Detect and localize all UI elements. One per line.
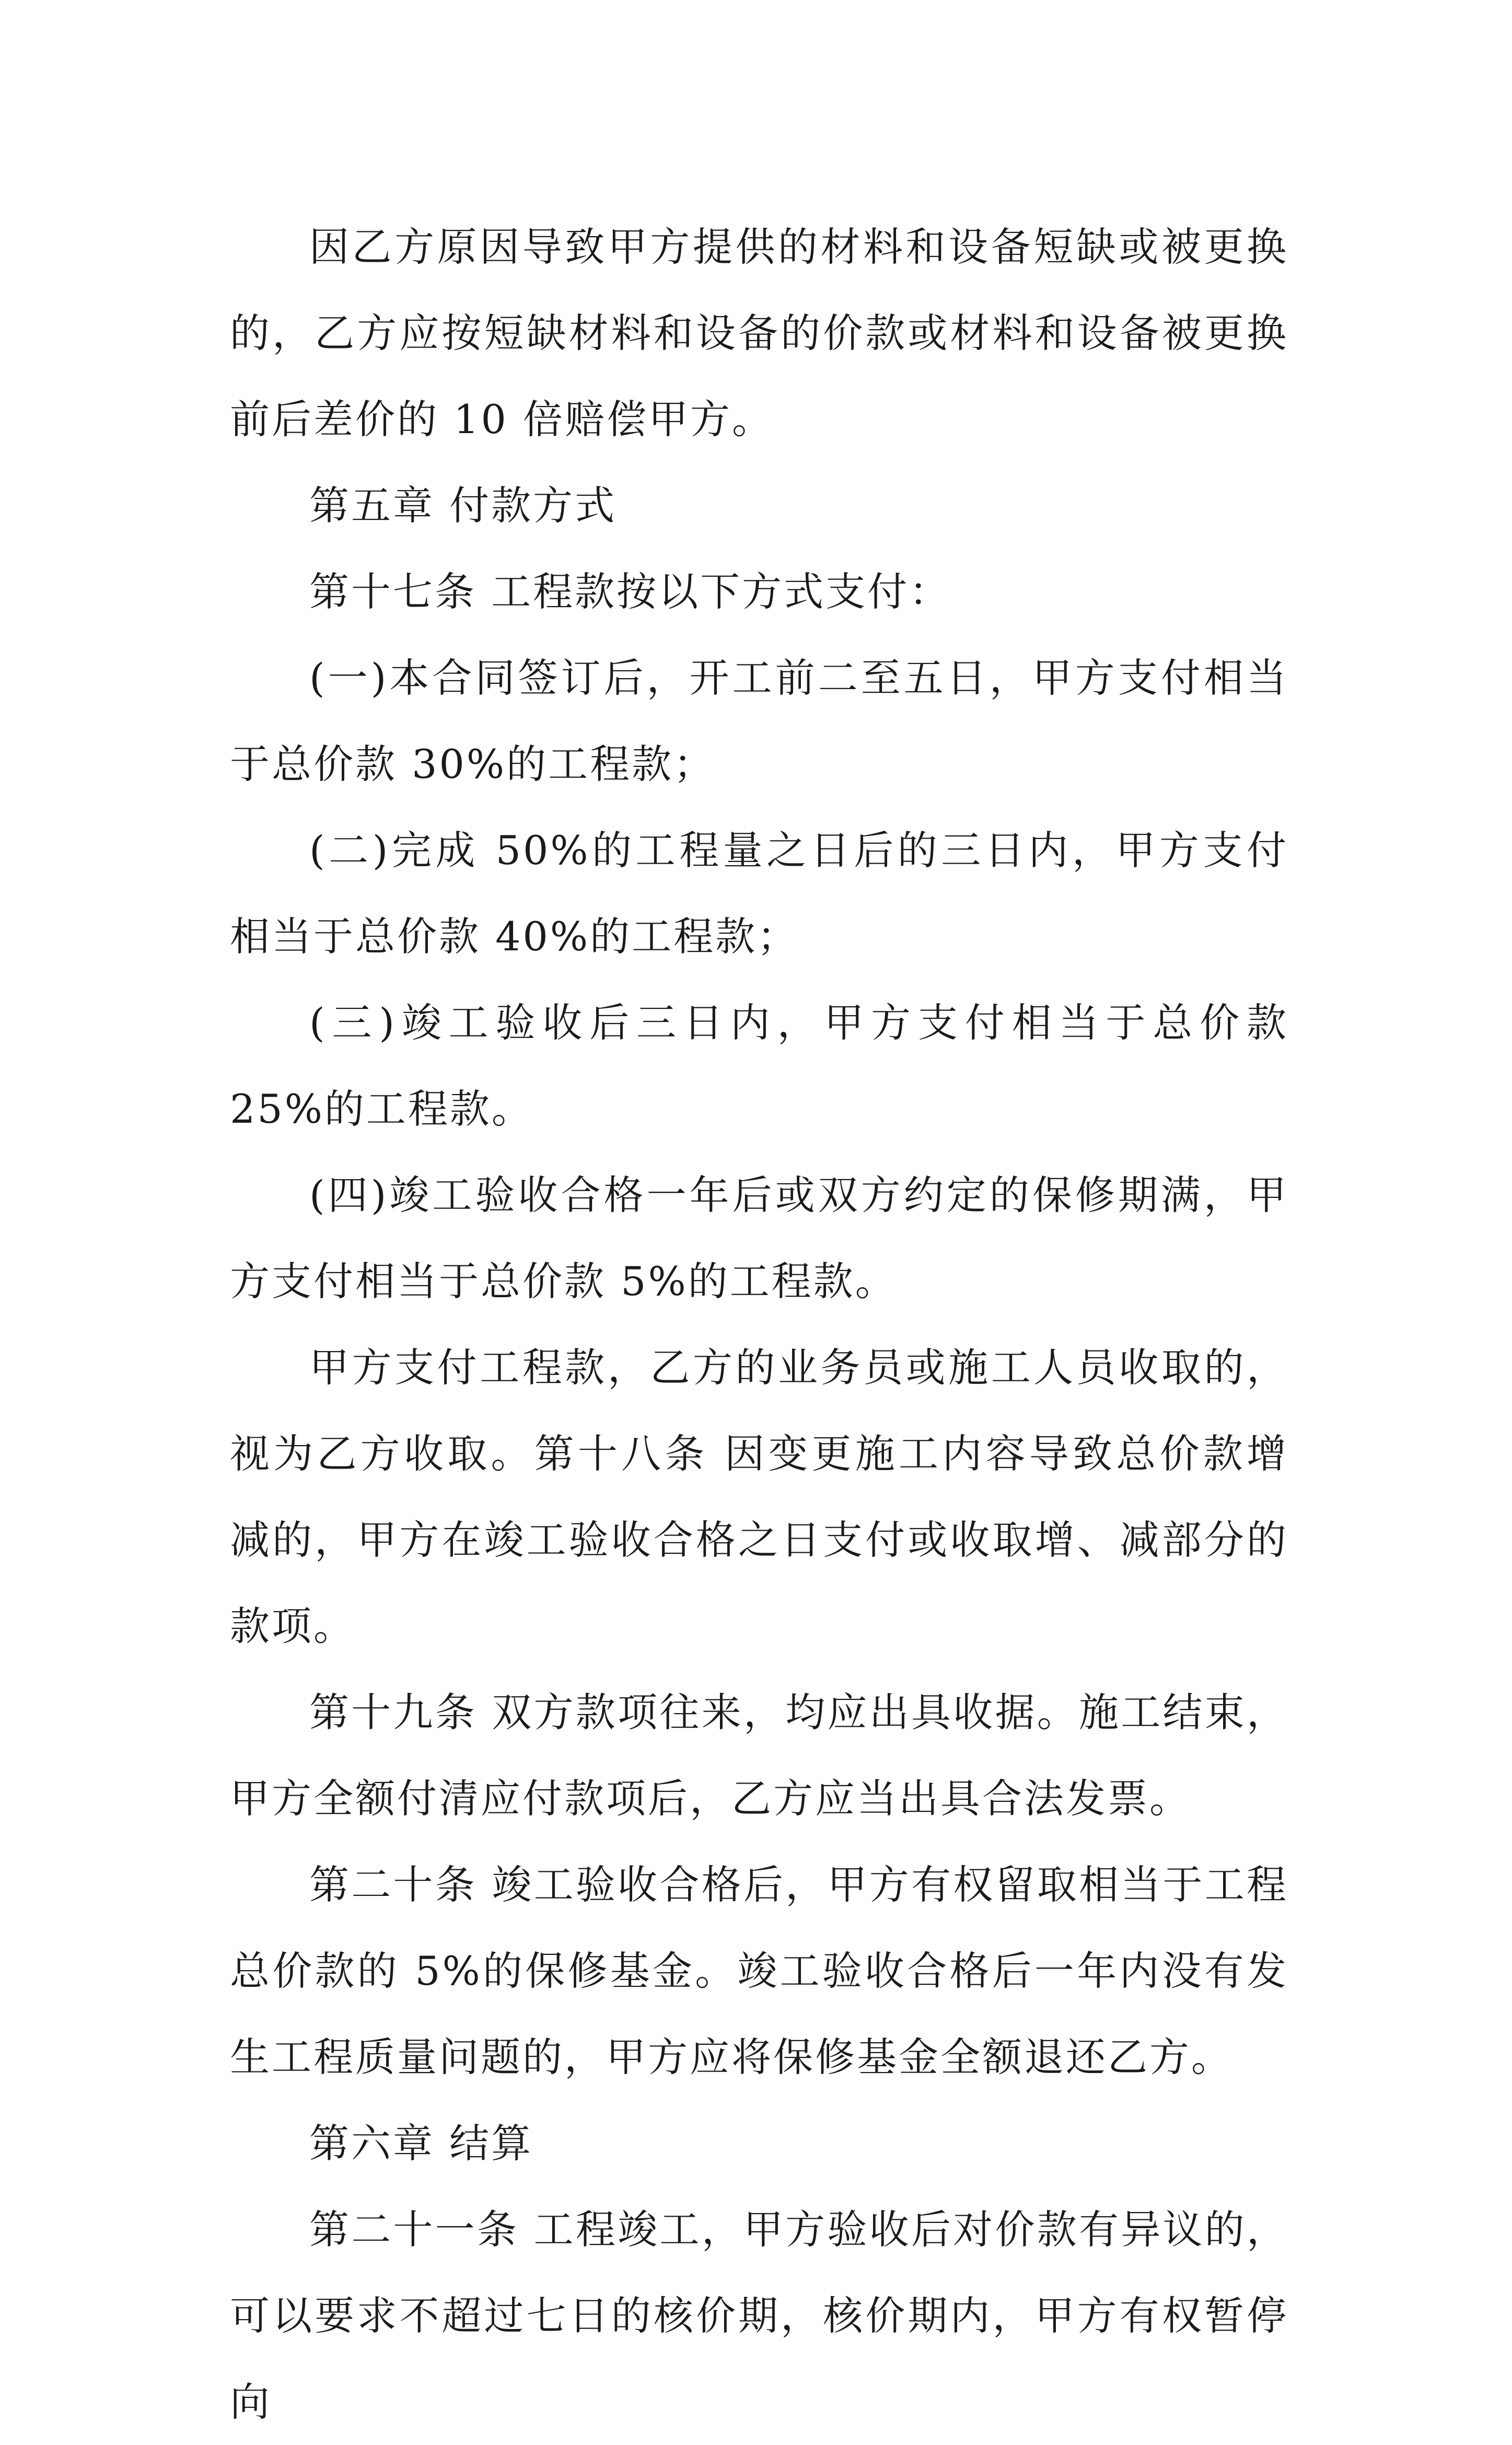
article-19: 第十九条 双方款项往来，均应出具收据。施工结束，甲方全额付清应付款项后，乙方应当出具合法发票。 <box>230 1689 1288 1822</box>
paragraph-payment-receipt-article-18: 甲方支付工程款，乙方的业务员或施工人员收取的，视为乙方收取。第十八条 因变更施工内容导致总价款增减的，甲方在竣工验收合格之日支付或收取增、减部分的款项。 <box>230 1344 1288 1649</box>
chapter-5-heading: 第五章 付款方式 <box>309 482 617 529</box>
payment-item-3: (三)竣工验收后三日内，甲方支付相当于总价款 25%的工程款。 <box>230 999 1288 1132</box>
payment-item-1: (一)本合同签订后，开工前二至五日，甲方支付相当于总价款 30%的工程款； <box>230 655 1288 787</box>
chapter-6-heading: 第六章 结算 <box>309 2120 533 2167</box>
payment-item-4: (四)竣工验收合格一年后或双方约定的保修期满，甲方支付相当于总价款 5%的工程款。 <box>230 1172 1288 1305</box>
paragraph-material-compensation: 因乙方原因导致甲方提供的材料和设备短缺或被更换的，乙方应按短缺材料和设备的价款或材料和设备被更换前后差价的 10 倍赔偿甲方。 <box>230 224 1288 443</box>
article-17: 第十七条 工程款按以下方式支付： <box>309 568 951 615</box>
article-20: 第二十条 竣工验收合格后，甲方有权留取相当于工程总价款的 5%的保修基金。竣工验收合格后一年内没有发生工程质量问题的，甲方应将保修基金全额退还乙方。 <box>230 1861 1288 2080</box>
payment-item-2: (二)完成 50%的工程量之日后的三日内，甲方支付相当于总价款 40%的工程款； <box>230 827 1288 960</box>
document-body <box>230 204 1288 2445</box>
article-21: 第二十一条 工程竣工，甲方验收后对价款有异议的，可以要求不超过七日的核价期，核价期内，甲方有权暂停向 <box>230 2206 1288 2425</box>
